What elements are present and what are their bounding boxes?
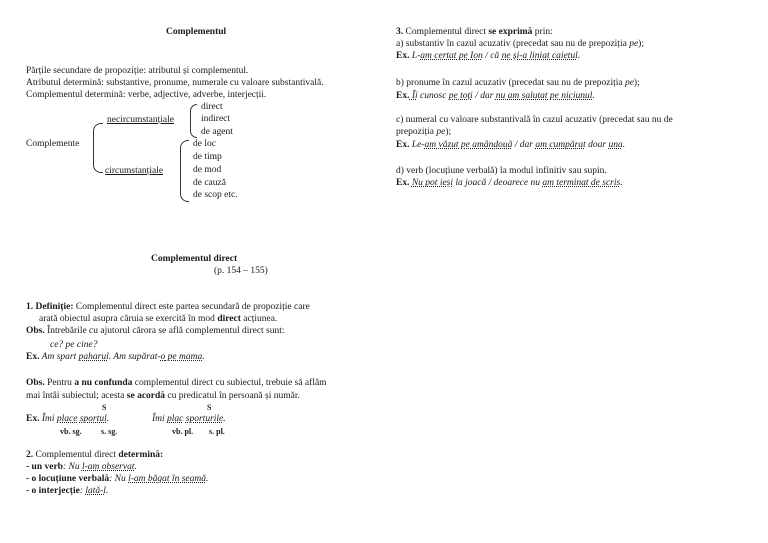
diagram-branch2-brace	[180, 140, 189, 202]
intro-line-1: Părțile secundare de propoziție: atributul și complementul.	[26, 66, 249, 76]
case-c-text-2	[396, 127, 451, 138]
case-c-ex-label: Ex.	[396, 140, 410, 150]
case-c-ex7: .	[622, 140, 626, 150]
diagram-root: Complemente	[26, 139, 80, 149]
right-heading-a: Complementul direct	[403, 27, 489, 37]
case-d-ex3: la joacă / deoarece nu	[453, 178, 543, 188]
section-title: Complementul direct	[151, 254, 238, 264]
case-b-ex2: cunosc	[417, 91, 449, 101]
case-c-text-1: c) numeral cu valoare substantivală în cazul acuzativ (precedat sau nu de	[396, 115, 673, 125]
case-b-ex6: .	[592, 91, 595, 101]
case-a-pe: pe	[629, 39, 639, 49]
det-item-0-pre: : Nu	[62, 462, 82, 472]
obs2-b: a nu confunda	[74, 378, 133, 388]
obs1-questions: ce? pe cine?	[50, 340, 98, 350]
definition-label: 1. Definiție:	[26, 302, 74, 312]
case-a-ex1: L-	[409, 51, 421, 61]
det-item-2-post: .	[105, 486, 109, 496]
case-a-end: );	[638, 39, 644, 49]
det-item-1-u: l-am băgat în seamă	[128, 474, 206, 484]
case-d-ex-label: Ex.	[396, 178, 410, 188]
diagram-item-direct: direct	[201, 102, 223, 112]
example-2	[26, 414, 109, 425]
example-1-label: Ex.	[26, 352, 40, 362]
intro-line-3: Complementul determină: verbe, adjective, adverbe, interjecții.	[26, 90, 267, 100]
determines-item-locutiune	[26, 474, 208, 485]
obs2-line-1	[26, 378, 327, 389]
annotation-s-sg: s. sg.	[101, 427, 118, 436]
case-c-ex1: Le-	[409, 140, 425, 150]
example-3-b5: .	[223, 414, 226, 424]
det-item-1-bold: - o locuțiune verbală	[26, 474, 110, 484]
definition-text-2a: arată obiectul asupra căruia se exercită în mod	[39, 314, 218, 324]
det-item-0-post: .	[134, 462, 137, 472]
obs2-line-2	[26, 391, 300, 402]
example-2-a2: place	[56, 414, 78, 424]
case-b-ex5: nu am salutat pe niciunul	[495, 91, 593, 101]
example-1-a: Am spart	[39, 352, 79, 362]
right-heading-b: se exprimă	[488, 27, 533, 37]
example-3-b2: plac	[167, 414, 184, 424]
diagram-item-de-agent: de agent	[201, 127, 233, 137]
example-1-f: .	[202, 352, 205, 362]
case-c-ex6: una	[608, 140, 623, 150]
case-a-desc: a) substantiv în cazul acuzativ (precedat sau nu de prepoziția	[396, 39, 630, 49]
case-c-pe: pe	[436, 127, 446, 137]
case-d-ex5: .	[620, 178, 623, 188]
diagram-item-de-timp: de timp	[193, 152, 222, 162]
case-a-ex2: am certat pe Ion	[420, 51, 483, 61]
example-3-b4: sporturile	[185, 414, 224, 424]
example-3	[152, 414, 226, 425]
determines-label: determină:	[118, 450, 164, 460]
obs2-f: cu predicatul în persoană și număr.	[165, 391, 300, 401]
example-3-b1: Îmi	[152, 414, 168, 424]
case-d-ex2: Nu pot ieși	[411, 178, 454, 188]
case-d-text: d) verb (locuțiune verbală) la modul infinitiv sau supin.	[396, 166, 607, 176]
definition-line-1	[26, 302, 310, 313]
definition-text-1: Complementul direct este partea secundară de propoziție care	[73, 302, 310, 312]
obs1-label: Obs.	[26, 326, 45, 336]
det-item-0-u: l-am observat	[81, 462, 135, 472]
annotation-vb-pl: vb. pl.	[172, 427, 194, 436]
case-d-ex4: am terminat de scris	[542, 178, 621, 188]
case-b-ex3: pe toți	[448, 91, 473, 101]
determines-number: 2.	[26, 450, 34, 460]
determines-item-interjectie	[26, 486, 108, 497]
case-b-pe: pe	[624, 78, 634, 88]
obs2-c: complementul direct cu subiectul, trebuie să aflăm	[132, 378, 327, 388]
case-a-example	[396, 51, 580, 62]
definition-text-2b: direct	[217, 314, 241, 324]
right-heading-c: prin:	[532, 27, 553, 37]
case-c-ex2: am văzut pe amândouă	[424, 140, 513, 150]
obs1-text: Întrebările cu ajutorul cărora se află complementul direct sunt:	[44, 326, 285, 336]
case-c-end: );	[445, 127, 452, 137]
determines-heading	[26, 450, 163, 461]
diagram-branch1-brace	[190, 104, 197, 138]
obs1-line	[26, 326, 285, 337]
determines-item-verb	[26, 462, 137, 473]
example-1-d: o	[160, 352, 166, 362]
example-1-c: . Am supărat-	[108, 352, 161, 362]
det-item-2-u: lată-l	[85, 486, 106, 496]
case-b-end: );	[633, 78, 640, 88]
diagram-item-de-cauza: de cauză	[193, 178, 226, 188]
definition-line-2	[39, 314, 277, 325]
right-heading	[396, 27, 553, 38]
example-1	[26, 352, 205, 363]
det-item-2-pre: :	[79, 486, 86, 496]
diagram-branch-circumstantiale: circumstanțiale	[105, 166, 164, 176]
definition-text-2c: acțiunea.	[240, 314, 278, 324]
case-c-ex5: doar	[585, 140, 609, 150]
case-d-example	[396, 178, 623, 189]
intro-line-2: Atributul determină: substantive, pronume, numerale cu valoare substantivală.	[26, 78, 324, 88]
det-item-0-bold: - un verb	[26, 462, 63, 472]
obs2-e: se acordă	[126, 391, 166, 401]
subject-mark-2: S	[207, 403, 212, 412]
determines-text: Complementul direct	[33, 450, 119, 460]
case-a-ex5: .	[577, 51, 581, 61]
case-c-desc: prepoziția	[396, 127, 437, 137]
case-a-ex3: / că	[482, 51, 502, 61]
diagram-item-de-scop: de scop etc.	[193, 190, 238, 200]
obs2-label: Obs.	[26, 378, 45, 388]
case-b-text	[396, 78, 640, 89]
example-2-a1: Îmi	[39, 414, 57, 424]
case-c-example	[396, 140, 625, 151]
example-2-a5: .	[106, 414, 110, 424]
diagram-item-de-loc: de loc	[193, 139, 216, 149]
annotation-vb-sg: vb. sg.	[60, 427, 82, 436]
diagram-item-indirect: indirect	[201, 114, 231, 124]
example-1-b: paharul	[78, 352, 109, 362]
subject-mark-1: S	[102, 403, 107, 412]
case-c-ex3: / dar	[512, 140, 536, 150]
obs2-d: mai întâi subiectul; acesta	[26, 391, 127, 401]
page-title: Complementul	[166, 27, 227, 37]
annotation-s-pl: s. pl.	[209, 427, 225, 436]
det-item-1-post: .	[205, 474, 209, 484]
obs2-a: Pentru	[44, 378, 75, 388]
case-b-example	[396, 91, 595, 102]
case-a-text	[396, 39, 644, 50]
diagram-branch-necircumstantiale: necircumstanțiale	[107, 115, 174, 125]
right-heading-number: 3.	[396, 27, 404, 37]
case-b-ex-label: Ex.	[396, 91, 410, 101]
example-1-e: pe mama	[165, 352, 203, 362]
diagram-root-brace	[93, 123, 103, 173]
case-b-desc: b) pronume în cazul acuzativ (precedat sau nu de prepoziția	[396, 78, 625, 88]
diagram-item-de-mod: de mod	[193, 165, 222, 175]
example-2-label: Ex.	[26, 414, 40, 424]
case-b-ex1: Îi	[409, 91, 418, 101]
case-a-ex4: ne și-a liniat caietul	[501, 51, 578, 61]
case-a-ex-label: Ex.	[396, 51, 410, 61]
case-c-ex4: am cumpărat	[535, 140, 586, 150]
det-item-2-bold: - o interjecție	[26, 486, 80, 496]
det-item-1-pre: : Nu	[109, 474, 129, 484]
example-2-a4: sportul	[79, 414, 107, 424]
case-b-ex4: / dar	[472, 91, 496, 101]
section-pages: (p. 154 – 155)	[214, 266, 268, 276]
